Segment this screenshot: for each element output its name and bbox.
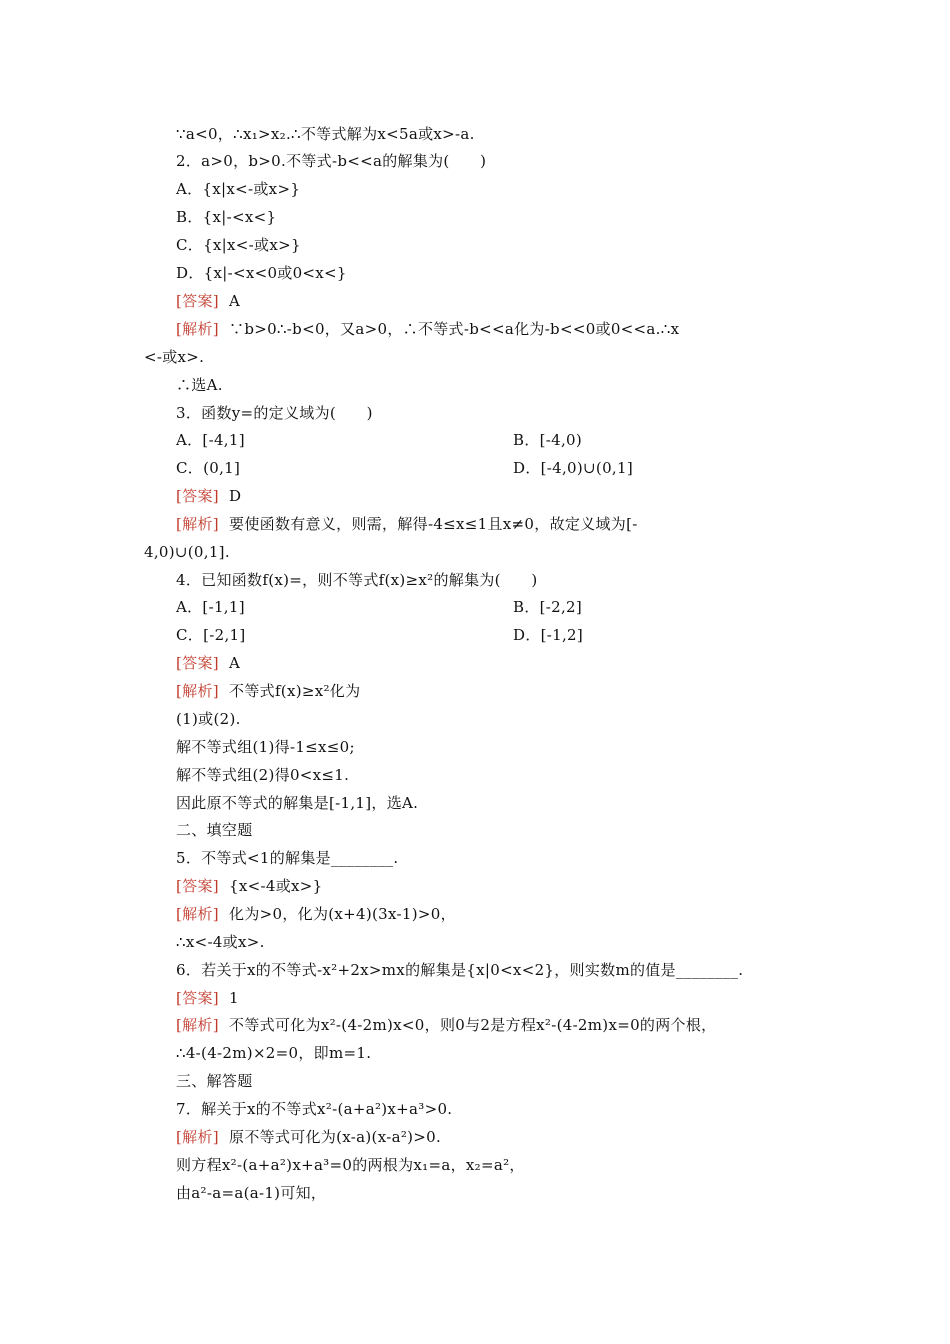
option-c: C．{x|x<-或x>} [176, 236, 301, 254]
answer-line [176, 876, 323, 896]
question-6: 6．若关于x的不等式-x²+2x>mx的解集是{x|0<x<2}，则实数m的值是________. [176, 961, 744, 979]
question-7: 7．解关于x的不等式x²-(a+a²)x+a³>0. [176, 1100, 453, 1118]
analysis-text: 化为>0，化为(x+4)(3x-1)>0， [229, 905, 456, 923]
text-line: ∴4-(4-2m)×2=0，即m=1. [176, 1044, 372, 1062]
answer-line [176, 988, 239, 1008]
text-line: 因此原不等式的解集是[-1,1]，选A. [176, 794, 419, 812]
answer-tag: [答案] [176, 654, 219, 672]
analysis-text: 原不等式可化为(x-a)(x-a²)>0. [229, 1128, 442, 1146]
option-b: B．{x|-<x<} [176, 208, 277, 226]
section-heading: 三、解答题 [176, 1072, 253, 1090]
answer-text: 1 [229, 989, 239, 1007]
analysis-text: ∵b>0∴-b<0，又a>0，∴不等式-b<<a化为-b<<0或0<<a.∴x [229, 320, 680, 338]
text-line: 则方程x²-(a+a²)x+a³=0的两根为x₁=a，x₂=a²， [176, 1156, 525, 1174]
analysis-line [176, 1127, 441, 1147]
option-a: A．[-4,1] [176, 431, 245, 449]
question-5: 5．不等式<1的解集是________. [176, 849, 399, 867]
analysis-line [176, 681, 360, 701]
answer-text: A [229, 654, 241, 672]
analysis-line [176, 514, 638, 534]
analysis-tag: [解析] [176, 905, 219, 923]
analysis-tag: [解析] [176, 515, 219, 533]
option-c: C．(0,1] [176, 459, 241, 477]
analysis-line [176, 319, 679, 339]
answer-tag: [答案] [176, 292, 219, 310]
section-heading: 二、填空题 [176, 821, 253, 839]
text-line: ∵a<0，∴x₁>x₂.∴不等式解为x<5a或x>-a. [176, 125, 475, 143]
analysis-line [176, 1015, 716, 1035]
analysis-text: 不等式f(x)≥x²化为 [229, 682, 361, 700]
analysis-text: 不等式可化为x²-(4-2m)x<0，则0与2是方程x²-(4-2m)x=0的两个根， [229, 1016, 717, 1034]
analysis-tag: [解析] [176, 1016, 219, 1034]
answer-tag: [答案] [176, 487, 219, 505]
option-c: C．[-2,1] [176, 626, 246, 644]
option-d: D．[-4,0)∪(0,1] [513, 459, 633, 477]
text-line: 由a²-a=a(a-1)可知， [176, 1184, 327, 1202]
text-line: 4,0)∪(0,1]. [144, 543, 230, 561]
analysis-text: 要使函数有意义，则需，解得-4≤x≤1且x≠0，故定义域为[- [229, 515, 638, 533]
text-line: <-或x>. [144, 348, 205, 366]
analysis-tag: [解析] [176, 320, 219, 338]
text-line: ∴x<-4或x>. [176, 933, 265, 951]
answer-line [176, 653, 240, 673]
question-2: 2．a>0，b>0.不等式-b<<a的解集为( ) [176, 152, 487, 170]
question-3: 3．函数y=的定义域为( ) [176, 404, 373, 422]
answer-text: A [229, 292, 241, 310]
answer-text: {x<-4或x>} [229, 877, 323, 895]
option-a: A．{x|x<-或x>} [176, 180, 301, 198]
answer-line [176, 291, 240, 311]
text-line: 解不等式组(1)得-1≤x≤0; [176, 738, 355, 756]
analysis-tag: [解析] [176, 1128, 219, 1146]
answer-tag: [答案] [176, 877, 219, 895]
text-line: (1)或(2). [176, 710, 241, 728]
option-d: D．[-1,2] [513, 626, 584, 644]
analysis-line [176, 904, 456, 924]
answer-text: D [229, 487, 242, 505]
option-a: A．[-1,1] [176, 598, 245, 616]
option-b: B．[-4,0) [513, 431, 583, 449]
option-d: D．{x|-<x<0或0<x<} [176, 264, 347, 282]
text-line: 解不等式组(2)得0<x≤1. [176, 766, 350, 784]
answer-line [176, 486, 241, 506]
answer-tag: [答案] [176, 989, 219, 1007]
option-b: B．[-2,2] [513, 598, 583, 616]
question-4: 4．已知函数f(x)=，则不等式f(x)≥x²的解集为( ) [176, 571, 538, 589]
analysis-tag: [解析] [176, 682, 219, 700]
text-line: ∴选A. [176, 376, 223, 394]
